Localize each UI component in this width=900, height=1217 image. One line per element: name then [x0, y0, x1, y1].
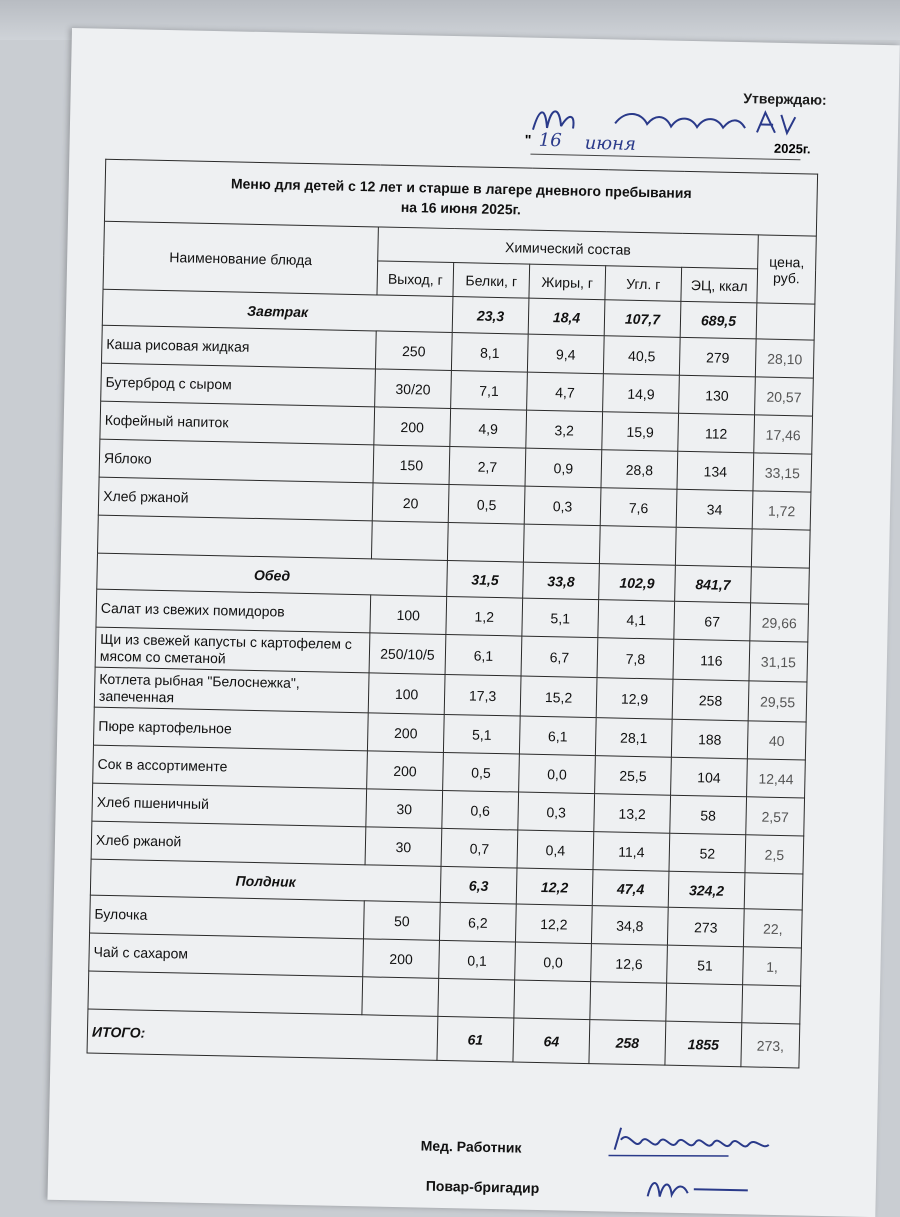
dish-fat: 15,2: [520, 676, 597, 718]
dish-fat: 3,2: [526, 410, 603, 450]
dish-name: Хлеб пшеничный: [92, 783, 367, 827]
dish-name: Бутерброд с сыром: [101, 363, 376, 407]
total-fat: 64: [513, 1018, 590, 1064]
dish-fat: 6,7: [521, 636, 598, 678]
dish-yield: [371, 521, 448, 561]
menu-table: [87, 159, 819, 1069]
section-total: 324,2: [668, 871, 745, 909]
dish-yield: 30/20: [375, 369, 452, 409]
dish-fat: 9,4: [527, 334, 604, 374]
dish-name: Яблоко: [99, 439, 374, 483]
dish-name: Щи из свежей капусты с картофелем с мясом со сметаной: [95, 627, 370, 673]
dish-yield: 100: [368, 673, 445, 715]
dish-carbs: [590, 982, 667, 1022]
dish-name: Котлета рыбная "Белоснежка", запеченная: [94, 667, 369, 713]
dish-yield: [362, 977, 439, 1017]
section-total: 689,5: [680, 301, 757, 339]
dish-name: Каша рисовая жидкая: [101, 325, 376, 369]
total-label: ИТОГО:: [87, 1009, 438, 1060]
dish-price: 2,57: [746, 797, 805, 836]
dish-fat: 4,7: [527, 372, 604, 412]
dish-name: Хлеб ржаной: [98, 477, 373, 521]
dish-protein: 0,7: [441, 828, 518, 868]
total-protein: 61: [437, 1016, 514, 1062]
med-worker-signature: [608, 1119, 799, 1163]
dish-energy: 67: [674, 601, 751, 641]
section-total: 6,3: [440, 866, 517, 904]
dish-name: [98, 515, 373, 559]
dish-protein: 7,1: [451, 371, 528, 411]
dish-protein: 0,5: [448, 484, 525, 524]
dish-price: 12,44: [747, 759, 806, 798]
dish-name: [88, 971, 363, 1015]
section-price-empty: [756, 303, 815, 340]
dish-carbs: [599, 526, 676, 566]
dish-price: 20,57: [755, 377, 814, 416]
dish-price: 40: [747, 721, 806, 760]
dish-energy: 51: [667, 945, 744, 985]
dish-protein: 8,1: [451, 333, 528, 373]
dish-yield: 250/10/5: [369, 633, 446, 675]
col-header-chem: Химический состав: [378, 227, 759, 269]
dish-yield: 250: [375, 331, 452, 371]
approve-label: Утверждаю:: [743, 90, 827, 108]
total-price: 273,: [741, 1023, 800, 1068]
date-day: 16: [538, 129, 562, 152]
dish-name: Булочка: [90, 895, 365, 939]
dish-fat: 0,9: [525, 448, 602, 488]
date-month: июня: [584, 132, 637, 155]
section-total: 33,8: [523, 562, 600, 600]
col-header-fat: Жиры, г: [529, 264, 606, 300]
dish-fat: 0,4: [517, 830, 594, 870]
dish-energy: 134: [677, 451, 754, 491]
dish-protein: 0,1: [439, 940, 516, 980]
dish-energy: 58: [670, 795, 747, 835]
dish-fat: 6,1: [519, 716, 596, 756]
section-total: 23,3: [452, 297, 529, 335]
dish-fat: [523, 524, 600, 564]
dish-fat: 0,0: [519, 754, 596, 794]
total-energy: 1855: [665, 1021, 742, 1067]
dish-energy: 279: [679, 337, 756, 377]
dish-yield: 30: [366, 789, 443, 829]
dish-name: Пюре картофельное: [93, 707, 368, 751]
dish-protein: 2,7: [449, 447, 526, 487]
section-total: 47,4: [592, 870, 669, 908]
dish-energy: 116: [673, 639, 750, 681]
section-price-empty: [751, 567, 810, 604]
dish-price: 1,72: [752, 491, 811, 530]
dish-carbs: 13,2: [594, 794, 671, 834]
dish-energy: [675, 527, 752, 567]
dish-carbs: 12,6: [591, 944, 668, 984]
chef-label: Повар-бригадир: [425, 1177, 540, 1197]
dish-yield: 150: [373, 445, 450, 485]
section-price-empty: [744, 873, 803, 910]
dish-yield: 30: [365, 827, 442, 867]
dish-carbs: 28,8: [601, 450, 678, 490]
dish-price: 33,15: [753, 453, 812, 492]
dish-energy: 258: [672, 679, 749, 721]
dish-protein: 6,2: [439, 902, 516, 942]
dish-yield: 200: [363, 939, 440, 979]
dish-energy: 273: [667, 907, 744, 947]
section-name: Полдник: [90, 859, 441, 902]
dish-carbs: 12,9: [596, 678, 673, 720]
col-header-dish: Наименование блюда: [103, 221, 378, 295]
dish-energy: 104: [671, 757, 748, 797]
section-total: 107,7: [604, 300, 681, 338]
dish-protein: 5,1: [443, 714, 520, 754]
dish-fat: 12,2: [515, 904, 592, 944]
dish-price: 2,5: [745, 835, 804, 874]
dish-protein: 4,9: [450, 409, 527, 449]
dish-carbs: 7,6: [600, 488, 677, 528]
dish-yield: 200: [367, 713, 444, 753]
col-header-carbs: Угл. г: [605, 266, 682, 302]
dish-protein: 0,6: [442, 790, 519, 830]
dish-yield: 100: [370, 595, 447, 635]
dish-fat: [514, 980, 591, 1020]
dish-energy: 188: [671, 719, 748, 759]
dish-fat: 0,3: [518, 792, 595, 832]
section-total: 841,7: [675, 565, 752, 603]
dish-carbs: 40,5: [603, 336, 680, 376]
section-name: Обед: [97, 553, 448, 596]
dish-price: [751, 529, 810, 568]
date-year: 2025г.: [773, 140, 811, 157]
dish-carbs: 11,4: [593, 832, 670, 872]
dish-price: 29,66: [750, 603, 809, 642]
dish-yield: 200: [374, 407, 451, 447]
date-underline: [530, 154, 800, 161]
dish-yield: 20: [372, 483, 449, 523]
dish-name: Салат из свежих помидоров: [96, 589, 371, 633]
dish-protein: [438, 978, 515, 1018]
dish-carbs: 4,1: [598, 600, 675, 640]
dish-carbs: 28,1: [595, 718, 672, 758]
dish-carbs: 15,9: [602, 412, 679, 452]
dish-name: Чай с сахаром: [89, 933, 364, 977]
dish-protein: 0,5: [443, 752, 520, 792]
section-total: 31,5: [447, 560, 524, 598]
title-line-2: на 16 июня 2025г.: [400, 198, 522, 217]
col-header-energy: ЭЦ, ккал: [681, 267, 758, 303]
col-header-protein: Белки, г: [453, 263, 530, 299]
dish-fat: 5,1: [522, 598, 599, 638]
dish-price: 29,55: [748, 681, 807, 722]
dish-price: 31,15: [749, 641, 808, 682]
dish-carbs: 34,8: [591, 906, 668, 946]
section-total: 12,2: [516, 868, 593, 906]
section-total: 102,9: [599, 564, 676, 602]
col-header-yield: Выход, г: [377, 261, 454, 297]
date-quote: ": [524, 131, 532, 148]
dish-fat: 0,0: [515, 942, 592, 982]
dish-protein: 17,3: [444, 674, 521, 716]
chef-signature: [637, 1168, 788, 1207]
section-total: 18,4: [528, 298, 605, 336]
dish-protein: [447, 522, 524, 562]
title-line-1: Меню для детей с 12 лет и старше в лагере дневного пребывания: [230, 174, 692, 201]
col-header-price: цена, руб.: [757, 235, 817, 304]
dish-protein: 6,1: [445, 634, 522, 676]
total-carbs: 258: [589, 1020, 666, 1066]
dish-price: 17,46: [754, 415, 813, 454]
dish-carbs: 7,8: [597, 638, 674, 680]
med-worker-label: Мед. Работник: [420, 1137, 522, 1156]
dish-name: Кофейный напиток: [100, 401, 375, 445]
dish-fat: 0,3: [524, 486, 601, 526]
dish-energy: 52: [669, 833, 746, 873]
dish-price: 28,10: [755, 339, 814, 378]
dish-carbs: 25,5: [595, 756, 672, 796]
dish-price: 22,: [743, 909, 802, 948]
section-name: Завтрак: [102, 289, 453, 332]
document-page: [47, 28, 899, 1217]
dish-carbs: 14,9: [603, 374, 680, 414]
dish-yield: 200: [367, 751, 444, 791]
dish-energy: 112: [678, 413, 755, 453]
dish-protein: 1,2: [446, 596, 523, 636]
dish-name: Хлеб ржаной: [91, 821, 366, 865]
approval-date: [524, 129, 824, 164]
dish-price: 1,: [743, 947, 802, 986]
dish-price: [742, 985, 801, 1024]
dish-energy: 130: [679, 375, 756, 415]
dish-energy: 34: [676, 489, 753, 529]
dish-energy: [666, 983, 743, 1023]
dish-yield: 50: [363, 901, 440, 941]
dish-name: Сок в ассортименте: [93, 745, 368, 789]
